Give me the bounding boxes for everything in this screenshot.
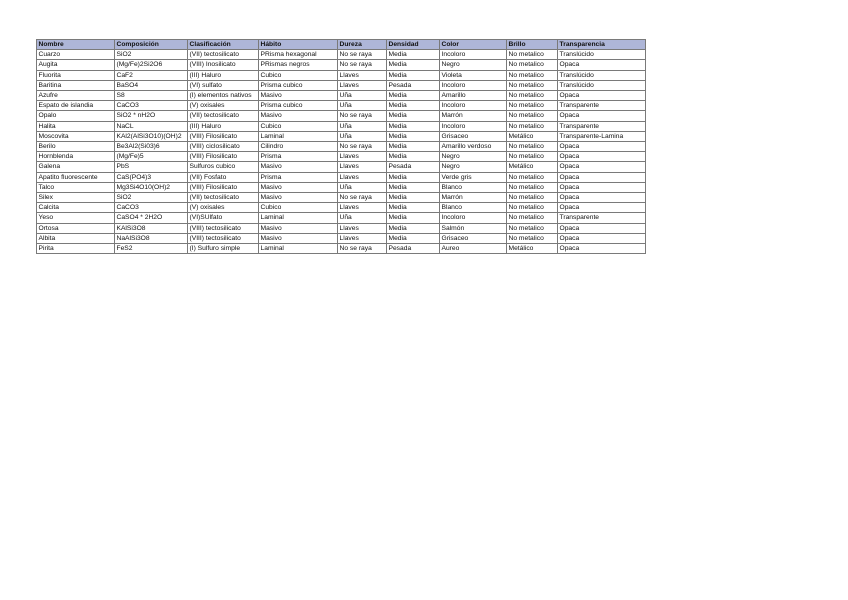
table-row bbox=[37, 223, 646, 233]
table-cell: Amarillo bbox=[440, 91, 507, 101]
table-cell: Media bbox=[387, 131, 440, 141]
table-cell: Apatito fluorescente bbox=[37, 172, 115, 182]
table-cell: (VII) Fosfato bbox=[188, 172, 259, 182]
table-cell: No metalico bbox=[507, 233, 558, 243]
spreadsheet-page bbox=[36, 39, 646, 254]
table-row bbox=[37, 203, 646, 213]
table-cell: (III) Haluro bbox=[188, 70, 259, 80]
table-cell: Silex bbox=[37, 193, 115, 203]
table-cell: (Mg/Fe)5 bbox=[115, 152, 188, 162]
table-cell: CaCO3 bbox=[115, 203, 188, 213]
table-row bbox=[37, 50, 646, 60]
table-cell: Verde gris bbox=[440, 172, 507, 182]
table-cell: Media bbox=[387, 91, 440, 101]
table-cell: Fluorita bbox=[37, 70, 115, 80]
table-cell: No metalico bbox=[507, 213, 558, 223]
table-cell: Amarillo verdoso bbox=[440, 142, 507, 152]
table-cell: Laminal bbox=[259, 131, 338, 141]
table-cell: Moscovita bbox=[37, 131, 115, 141]
table-cell: PRisma hexagonal bbox=[259, 50, 338, 60]
table-cell: (VI)SUlfato bbox=[188, 213, 259, 223]
table-cell: Opaca bbox=[558, 203, 646, 213]
table-cell: Opaca bbox=[558, 233, 646, 243]
table-cell: (VIII) Filosilicato bbox=[188, 182, 259, 192]
table-cell: Metálico bbox=[507, 244, 558, 254]
table-cell: Laminal bbox=[259, 213, 338, 223]
table-cell: No metalico bbox=[507, 121, 558, 131]
table-cell: (VI) sulfato bbox=[188, 80, 259, 90]
table-cell: SiO2 bbox=[115, 193, 188, 203]
header-cell-transparencia: Transparencia bbox=[558, 40, 646, 50]
table-cell: Sulfuros cubico bbox=[188, 162, 259, 172]
table-cell: NaAlSi3O8 bbox=[115, 233, 188, 243]
table-cell: S8 bbox=[115, 91, 188, 101]
table-cell: Marrón bbox=[440, 193, 507, 203]
table-cell: Incoloro bbox=[440, 80, 507, 90]
table-cell: Uña bbox=[338, 101, 387, 111]
table-cell: Violeta bbox=[440, 70, 507, 80]
table-cell: Media bbox=[387, 142, 440, 152]
table-row bbox=[37, 193, 646, 203]
table-cell: No se raya bbox=[338, 50, 387, 60]
table-cell: Media bbox=[387, 50, 440, 60]
header-cell-brillo: Brillo bbox=[507, 40, 558, 50]
table-cell: Media bbox=[387, 111, 440, 121]
table-cell: Opaca bbox=[558, 152, 646, 162]
table-cell: Uña bbox=[338, 91, 387, 101]
table-row bbox=[37, 101, 646, 111]
table-row bbox=[37, 152, 646, 162]
table-cell: CaS(PO4)3 bbox=[115, 172, 188, 182]
table-cell: Be3Al2(Si03)6 bbox=[115, 142, 188, 152]
table-cell: No metalico bbox=[507, 70, 558, 80]
header-row bbox=[37, 40, 646, 50]
table-cell: Opaca bbox=[558, 223, 646, 233]
table-header bbox=[37, 40, 646, 50]
table-cell: Llaves bbox=[338, 203, 387, 213]
table-cell: Berilo bbox=[37, 142, 115, 152]
header-cell-nombre: Nombre bbox=[37, 40, 115, 50]
table-cell: Laminal bbox=[259, 244, 338, 254]
table-cell: Media bbox=[387, 60, 440, 70]
table-row bbox=[37, 70, 646, 80]
table-cell: Grisaceo bbox=[440, 131, 507, 141]
table-cell: Blanco bbox=[440, 203, 507, 213]
table-cell: Prisma cubico bbox=[259, 101, 338, 111]
table-cell: Media bbox=[387, 70, 440, 80]
table-cell: Yeso bbox=[37, 213, 115, 223]
table-cell: Opaca bbox=[558, 193, 646, 203]
header-cell-densidad: Densidad bbox=[387, 40, 440, 50]
table-cell: Incoloro bbox=[440, 213, 507, 223]
table-row bbox=[37, 244, 646, 254]
table-cell: Masivo bbox=[259, 182, 338, 192]
table-cell: BaSO4 bbox=[115, 80, 188, 90]
table-row bbox=[37, 182, 646, 192]
table-cell: (VII) tectosilicato bbox=[188, 111, 259, 121]
table-cell: CaF2 bbox=[115, 70, 188, 80]
table-cell: Hornblenda bbox=[37, 152, 115, 162]
table-cell: Opaca bbox=[558, 182, 646, 192]
table-cell: No metalico bbox=[507, 152, 558, 162]
table-cell: Media bbox=[387, 203, 440, 213]
table-row bbox=[37, 162, 646, 172]
table-cell: No metalico bbox=[507, 193, 558, 203]
table-cell: Marrón bbox=[440, 111, 507, 121]
table-cell: Uña bbox=[338, 121, 387, 131]
table-cell: Ortosa bbox=[37, 223, 115, 233]
table-cell: No metalico bbox=[507, 91, 558, 101]
table-cell: (VIII) Filosilicato bbox=[188, 131, 259, 141]
table-cell: Opalo bbox=[37, 111, 115, 121]
table-cell: No metalico bbox=[507, 223, 558, 233]
table-cell: Cuarzo bbox=[37, 50, 115, 60]
header-cell-clasificacion: Clasificación bbox=[188, 40, 259, 50]
table-cell: Metálico bbox=[507, 131, 558, 141]
table-cell: Halita bbox=[37, 121, 115, 131]
table-cell: Media bbox=[387, 101, 440, 111]
table-cell: PRismas negros bbox=[259, 60, 338, 70]
table-cell: Masivo bbox=[259, 111, 338, 121]
table-cell: Baritina bbox=[37, 80, 115, 90]
table-cell: (VIII) tectosilicato bbox=[188, 223, 259, 233]
table-cell: Translúcido bbox=[558, 80, 646, 90]
table-cell: Opaca bbox=[558, 91, 646, 101]
table-cell: No metalico bbox=[507, 182, 558, 192]
table-cell: Transparente bbox=[558, 101, 646, 111]
table-cell: Masivo bbox=[259, 223, 338, 233]
table-cell: Pirita bbox=[37, 244, 115, 254]
table-cell: No metalico bbox=[507, 111, 558, 121]
table-cell: Llaves bbox=[338, 233, 387, 243]
table-cell: Llaves bbox=[338, 223, 387, 233]
table-cell: (VIII) Filosilicato bbox=[188, 152, 259, 162]
table-cell: Cubico bbox=[259, 70, 338, 80]
table-cell: Llaves bbox=[338, 70, 387, 80]
table-cell: (V) oxisales bbox=[188, 101, 259, 111]
table-cell: (VII) tectosilicato bbox=[188, 193, 259, 203]
header-cell-composicion: Composición bbox=[115, 40, 188, 50]
table-cell: Masivo bbox=[259, 233, 338, 243]
table-cell: Talco bbox=[37, 182, 115, 192]
table-cell: Salmón bbox=[440, 223, 507, 233]
table-cell: No metalico bbox=[507, 60, 558, 70]
table-cell: SiO2 bbox=[115, 50, 188, 60]
table-cell: Aureo bbox=[440, 244, 507, 254]
table-cell: PbS bbox=[115, 162, 188, 172]
table-cell: Cubico bbox=[259, 121, 338, 131]
table-cell: Calcita bbox=[37, 203, 115, 213]
table-cell: SiO2 * nH2O bbox=[115, 111, 188, 121]
table-cell: Translúcido bbox=[558, 50, 646, 60]
table-cell: Augita bbox=[37, 60, 115, 70]
table-cell: (I) Sulfuro simple bbox=[188, 244, 259, 254]
table-cell: Media bbox=[387, 182, 440, 192]
table-cell: Media bbox=[387, 233, 440, 243]
table-cell: Cilindro bbox=[259, 142, 338, 152]
table-row bbox=[37, 142, 646, 152]
table-row bbox=[37, 121, 646, 131]
table-cell: Prisma bbox=[259, 172, 338, 182]
table-cell: No se raya bbox=[338, 244, 387, 254]
table-cell: No se raya bbox=[338, 60, 387, 70]
table-cell: Opaca bbox=[558, 244, 646, 254]
table-cell: Albita bbox=[37, 233, 115, 243]
table-cell: (I) elementos nativos bbox=[188, 91, 259, 101]
table-cell: Azufre bbox=[37, 91, 115, 101]
table-cell: Mg3Si4O10(OH)2 bbox=[115, 182, 188, 192]
table-cell: Incoloro bbox=[440, 50, 507, 60]
table-cell: Galena bbox=[37, 162, 115, 172]
table-cell: Espato de islandia bbox=[37, 101, 115, 111]
table-row bbox=[37, 233, 646, 243]
table-cell: FeS2 bbox=[115, 244, 188, 254]
table-cell: Prisma bbox=[259, 152, 338, 162]
table-row bbox=[37, 91, 646, 101]
table-cell: Prisma cubico bbox=[259, 80, 338, 90]
table-cell: Uña bbox=[338, 213, 387, 223]
table-body bbox=[37, 50, 646, 254]
table-cell: No se raya bbox=[338, 142, 387, 152]
table-cell: Llaves bbox=[338, 152, 387, 162]
table-cell: Media bbox=[387, 213, 440, 223]
table-cell: Media bbox=[387, 121, 440, 131]
table-cell: (III) Haluro bbox=[188, 121, 259, 131]
table-cell: Transparente bbox=[558, 121, 646, 131]
table-cell: Incoloro bbox=[440, 121, 507, 131]
table-cell: Incoloro bbox=[440, 101, 507, 111]
table-cell: (V) oxisales bbox=[188, 203, 259, 213]
table-cell: (Mg/Fe)2Si2O6 bbox=[115, 60, 188, 70]
table-cell: Media bbox=[387, 152, 440, 162]
table-cell: CaSO4 * 2H2O bbox=[115, 213, 188, 223]
table-cell: Opaca bbox=[558, 142, 646, 152]
table-cell: KAlSi3O8 bbox=[115, 223, 188, 233]
table-row bbox=[37, 213, 646, 223]
table-cell: KAl2(AlSi3O10)(OH)2 bbox=[115, 131, 188, 141]
table-cell: CaCO3 bbox=[115, 101, 188, 111]
table-row bbox=[37, 131, 646, 141]
table-cell: Negro bbox=[440, 60, 507, 70]
table-row bbox=[37, 60, 646, 70]
table-cell: Negro bbox=[440, 162, 507, 172]
table-cell: Opaca bbox=[558, 172, 646, 182]
minerals-table bbox=[36, 39, 646, 254]
table-cell: Blanco bbox=[440, 182, 507, 192]
table-cell: Media bbox=[387, 193, 440, 203]
table-cell: No metalico bbox=[507, 80, 558, 90]
table-cell: NaCL bbox=[115, 121, 188, 131]
table-cell: Media bbox=[387, 223, 440, 233]
table-cell: Grisaceo bbox=[440, 233, 507, 243]
header-cell-habito: Hábito bbox=[259, 40, 338, 50]
header-cell-color: Color bbox=[440, 40, 507, 50]
header-cell-dureza: Dureza bbox=[338, 40, 387, 50]
table-cell: Transparente bbox=[558, 213, 646, 223]
table-cell: Llaves bbox=[338, 162, 387, 172]
table-cell: Opaca bbox=[558, 60, 646, 70]
table-cell: Media bbox=[387, 172, 440, 182]
table-row bbox=[37, 172, 646, 182]
table-cell: Pesada bbox=[387, 162, 440, 172]
table-row bbox=[37, 80, 646, 90]
table-cell: Uña bbox=[338, 131, 387, 141]
table-cell: No se raya bbox=[338, 111, 387, 121]
table-cell: (VIII) tectosilicato bbox=[188, 233, 259, 243]
table-cell: Cubico bbox=[259, 203, 338, 213]
table-cell: No metalico bbox=[507, 101, 558, 111]
table-cell: No metalico bbox=[507, 142, 558, 152]
table-row bbox=[37, 111, 646, 121]
table-cell: No metalico bbox=[507, 50, 558, 60]
table-cell: Translúcido bbox=[558, 70, 646, 80]
table-cell: (VII) tectosilicato bbox=[188, 50, 259, 60]
table-cell: Transparente-Lamina bbox=[558, 131, 646, 141]
table-cell: Uña bbox=[338, 182, 387, 192]
table-cell: Pesada bbox=[387, 80, 440, 90]
table-cell: (VIII) ciclosilicato bbox=[188, 142, 259, 152]
table-cell: Pesada bbox=[387, 244, 440, 254]
table-cell: Masivo bbox=[259, 91, 338, 101]
table-cell: Masivo bbox=[259, 193, 338, 203]
table-cell: Masivo bbox=[259, 162, 338, 172]
table-cell: (VIII) Inosilicato bbox=[188, 60, 259, 70]
table-cell: Opaca bbox=[558, 162, 646, 172]
table-cell: Opaca bbox=[558, 111, 646, 121]
table-cell: No se raya bbox=[338, 193, 387, 203]
table-cell: Negro bbox=[440, 152, 507, 162]
table-cell: Llaves bbox=[338, 172, 387, 182]
table-cell: Llaves bbox=[338, 80, 387, 90]
table-cell: No metalico bbox=[507, 203, 558, 213]
table-cell: Metálico bbox=[507, 162, 558, 172]
table-cell: No metalico bbox=[507, 172, 558, 182]
